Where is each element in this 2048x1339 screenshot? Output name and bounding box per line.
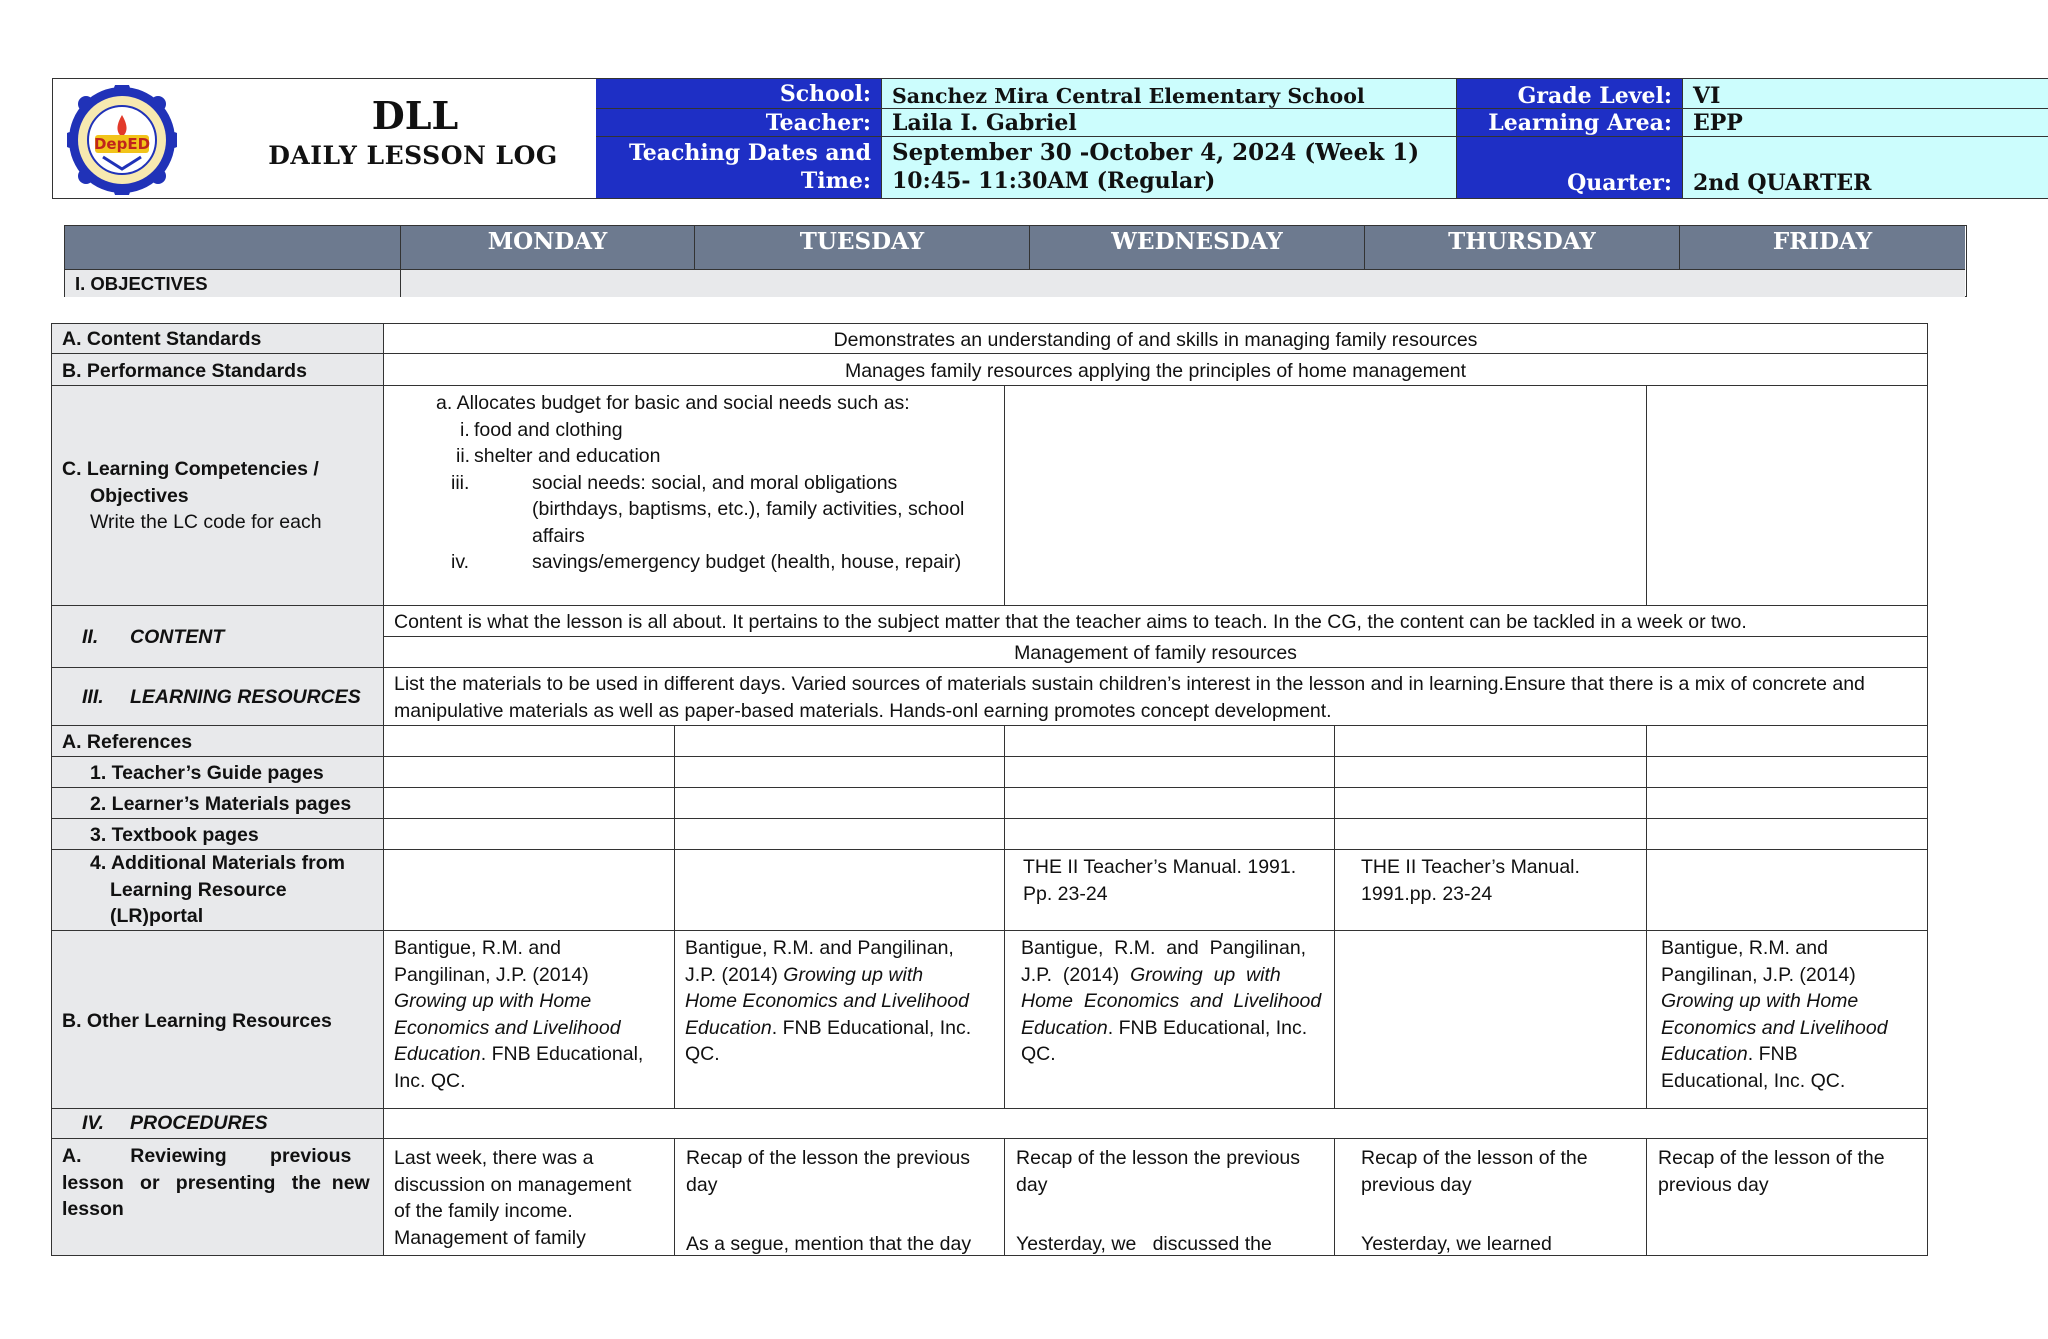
lm-wed (1004, 787, 1335, 819)
competencies-label-2: Objectives (90, 484, 189, 507)
review-wed-1: Recap of the lesson the previous (1016, 1147, 1301, 1169)
tg-mon (383, 756, 675, 788)
competency-iv-row (384, 549, 1004, 576)
grade-value: VI (1682, 79, 2048, 109)
competencies-friday-cell (1646, 385, 1928, 606)
objectives-row (65, 269, 1965, 297)
competencies-monday-cell (383, 385, 1005, 606)
resources-label-num: III. (82, 686, 104, 708)
teacher-value: Laila I. Gabriel (881, 109, 1456, 137)
dll-subtitle: DAILY LESSON LOG (268, 141, 558, 170)
content-label-num: II. (82, 626, 99, 648)
other-fri-1: Bantigue, R.M. and (1661, 937, 1828, 959)
other-tue-2: J.P. (2014) (685, 963, 784, 986)
references-mon (383, 725, 675, 757)
svg-text:DepED: DepED (93, 135, 151, 153)
other-wed (1004, 930, 1335, 1109)
review-label-1: A. Reviewing previous (62, 1145, 352, 1167)
content-value: Management of family resources (383, 636, 1928, 668)
other-wed-2: J.P. (2014) (1021, 963, 1131, 986)
other-mon-6: . FNB Educational, (480, 1043, 644, 1065)
competency-iii-num: iii. (451, 471, 470, 494)
competencies-label-cell (51, 385, 384, 606)
lm-fri (1646, 787, 1928, 819)
other-tue-1: Bantigue, R.M. and Pangilinan, (685, 937, 954, 959)
tg-tue (674, 756, 1005, 788)
review-label-cell (51, 1138, 384, 1256)
day-header-blank (65, 226, 401, 269)
other-wed-3: Growing up with (1130, 963, 1281, 986)
review-thu-2: previous day (1361, 1173, 1472, 1196)
time-text: 10:45- 11:30AM (Regular) (892, 168, 1216, 194)
competency-i-num: i. (460, 418, 470, 441)
review-tue-2: day (686, 1173, 718, 1196)
competency-i-row (384, 417, 1004, 444)
other-tue (674, 930, 1005, 1109)
resources-label: LEARNING RESOURCES (130, 686, 361, 708)
tb-fri (1646, 818, 1928, 850)
competency-iv-num: iv. (451, 551, 470, 573)
other-fri-7: Educational, Inc. QC. (1661, 1069, 1846, 1092)
textbook-pages-label: 3. Textbook pages (51, 818, 384, 850)
tg-pages-label: 1. Teacher’s Guide pages (51, 756, 384, 788)
competency-iii-row (384, 470, 1004, 497)
procedures-label-cell (51, 1108, 384, 1139)
review-label-3: lesson (62, 1198, 124, 1220)
tb-thu (1334, 818, 1647, 850)
dates-label (596, 137, 881, 198)
lm-mon (383, 787, 675, 819)
deped-seal-logo (67, 85, 177, 195)
other-tue-4: Home Economics and Livelihood (685, 990, 969, 1012)
references-tue (674, 725, 1005, 757)
other-tue-3: Growing up with (783, 963, 924, 986)
competency-iii-text-3: affairs (532, 524, 585, 547)
competency-a: a. Allocates budget for basic and social needs such as: (436, 392, 910, 414)
review-wed (1004, 1138, 1335, 1256)
performance-standards-label: B. Performance Standards (51, 353, 384, 386)
other-wed-5: Education (1021, 1016, 1108, 1039)
references-fri (1646, 725, 1928, 757)
other-fri-3: Growing up with Home (1661, 990, 1859, 1012)
other-resources-label: B. Other Learning Resources (51, 930, 384, 1109)
area-label: Learning Area: (1456, 109, 1682, 137)
other-fri (1646, 930, 1928, 1109)
review-mon-3: of the family income. (394, 1200, 573, 1222)
review-mon (383, 1138, 675, 1256)
dll-title: DLL (371, 93, 459, 138)
other-wed-7: QC. (1021, 1043, 1056, 1065)
content-label-cell (51, 605, 384, 668)
other-wed-1: Bantigue, R.M. and Pangilinan, (1021, 937, 1307, 959)
content-label: CONTENT (130, 626, 225, 648)
resources-label-cell (51, 667, 384, 726)
review-label-2: lesson or presenting the new (62, 1171, 370, 1194)
review-mon-1: Last week, there was a (394, 1147, 594, 1169)
competency-i-text: food and clothing (474, 418, 623, 441)
add-thu-line-1: THE II Teacher’s Manual. (1361, 856, 1580, 878)
other-mon (383, 930, 675, 1109)
add-mon (383, 849, 675, 931)
review-fri (1646, 1138, 1928, 1256)
tg-thu (1334, 756, 1647, 788)
other-fri-2: Pangilinan, J.P. (2014) (1661, 963, 1856, 986)
add-wed-line-2: Pp. 23-24 (1023, 882, 1108, 905)
review-mon-4: Management of family (394, 1226, 586, 1249)
grade-label: Grade Level: (1456, 79, 1682, 109)
quarter-label: Quarter: (1456, 137, 1682, 198)
review-tue (674, 1138, 1005, 1256)
additional-label-2: Learning Resource (110, 878, 287, 901)
quarter-value: 2nd QUARTER (1682, 137, 2048, 198)
additional-label-1: 4. Additional Materials from (90, 852, 345, 874)
content-standards-label: A. Content Standards (51, 323, 384, 354)
other-tue-6: . FNB Educational, Inc. (771, 1016, 972, 1039)
add-fri (1646, 849, 1928, 931)
area-value: EPP (1682, 109, 2048, 137)
other-mon-1: Bantigue, R.M. and (394, 937, 561, 959)
review-wed-2: day (1016, 1173, 1048, 1196)
competency-ii-row (384, 443, 1004, 470)
other-wed-4: Home Economics and Livelihood (1021, 990, 1322, 1012)
objectives-label: I. OBJECTIVES (65, 270, 401, 297)
add-wed (1004, 849, 1335, 931)
review-thu (1334, 1138, 1647, 1256)
other-mon-5: Education (394, 1043, 481, 1065)
additional-materials-label (51, 849, 384, 931)
dates-text: September 30 -October 4, 2024 (Week 1) (892, 139, 1420, 166)
day-friday: FRIDAY (1680, 226, 1965, 269)
tg-fri (1646, 756, 1928, 788)
resources-desc-1: List the materials to be used in different days. Varied sources of materials sustain children’s interest in the lesson and in learning.Ensure that there is a mix of concrete and (394, 673, 1865, 695)
review-wed-3: Yesterday, we discussed the (1016, 1233, 1272, 1255)
content-description: Content is what the lesson is all about. It pertains to the subject matter that the teacher aims to teach. In the CG, the content can be tackled in a week or two. (383, 605, 1928, 637)
day-tuesday: TUESDAY (695, 226, 1030, 269)
school-value: Sanchez Mira Central Elementary School (881, 79, 1456, 109)
other-tue-5: Education (685, 1016, 772, 1039)
dates-label-line-2: Time: (800, 168, 871, 194)
competency-ii-num: ii. (456, 445, 471, 467)
add-thu-line-2: 1991.pp. 23-24 (1361, 882, 1493, 905)
procedures-blank (383, 1108, 1928, 1139)
other-wed-6: . FNB Educational, Inc. (1107, 1016, 1308, 1039)
lm-thu (1334, 787, 1647, 819)
review-thu-1: Recap of the lesson of the (1361, 1147, 1588, 1169)
other-fri-5: Education (1661, 1043, 1748, 1065)
tg-wed (1004, 756, 1335, 788)
other-mon-3: Growing up with Home (394, 990, 592, 1012)
other-mon-7: Inc. QC. (394, 1069, 466, 1092)
lm-tue (674, 787, 1005, 819)
review-tue-1: Recap of the lesson the previous (686, 1147, 971, 1169)
other-thu (1334, 930, 1647, 1109)
other-fri-6: . FNB (1747, 1043, 1798, 1065)
dates-value (881, 137, 1456, 198)
other-mon-4: Economics and Livelihood (394, 1016, 621, 1039)
add-tue (674, 849, 1005, 931)
dates-label-line-1: Teaching Dates and (628, 140, 871, 166)
competency-iii-text-1: social needs: social, and moral obligations (532, 471, 898, 494)
performance-standards-value: Manages family resources applying the principles of home management (383, 353, 1928, 386)
tb-mon (383, 818, 675, 850)
competency-ii-text: shelter and education (474, 445, 661, 467)
day-monday: MONDAY (401, 226, 695, 269)
resources-desc-2: manipulative materials as well as paper-based materials. Hands-onl earning promotes concept development. (394, 699, 1332, 722)
procedures-label-num: IV. (82, 1112, 105, 1134)
dll-header (52, 78, 2048, 199)
review-fri-1: Recap of the lesson of the (1658, 1147, 1885, 1169)
day-wednesday: WEDNESDAY (1030, 226, 1365, 269)
other-mon-2: Pangilinan, J.P. (2014) (394, 963, 589, 986)
teacher-label: Teacher: (596, 109, 881, 137)
competencies-mid-cell (1004, 385, 1647, 606)
resources-description (383, 667, 1928, 726)
review-fri-2: previous day (1658, 1173, 1769, 1196)
school-label: School: (596, 79, 881, 109)
references-label: A. References (51, 725, 384, 757)
competencies-label-3: Write the LC code for each (90, 511, 322, 533)
logo-cell (53, 79, 597, 197)
lm-pages-label: 2. Learner’s Materials pages (51, 787, 384, 819)
competency-iii-text-2: (birthdays, baptisms, etc.), family activities, school (532, 498, 965, 520)
other-tue-7: QC. (685, 1043, 720, 1065)
review-tue-3: As a segue, mention that the day (686, 1233, 972, 1255)
add-thu (1334, 849, 1647, 931)
additional-label-3: (LR)portal (110, 905, 204, 927)
references-thu (1334, 725, 1647, 757)
tb-tue (674, 818, 1005, 850)
competencies-label-1: C. Learning Competencies / (62, 458, 319, 480)
day-thursday: THURSDAY (1365, 226, 1680, 269)
review-mon-2: discussion on management (394, 1173, 632, 1196)
competency-iv-text: savings/emergency budget (health, house, repair) (532, 551, 962, 573)
add-wed-line-1: THE II Teacher’s Manual. 1991. (1023, 856, 1297, 878)
review-thu-3: Yesterday, we learned (1361, 1233, 1552, 1255)
references-wed (1004, 725, 1335, 757)
content-standards-value: Demonstrates an understanding of and skills in managing family resources (383, 323, 1928, 354)
tb-wed (1004, 818, 1335, 850)
other-fri-4: Economics and Livelihood (1661, 1016, 1888, 1039)
procedures-label: PROCEDURES (130, 1112, 268, 1134)
day-header-table (64, 225, 1967, 297)
